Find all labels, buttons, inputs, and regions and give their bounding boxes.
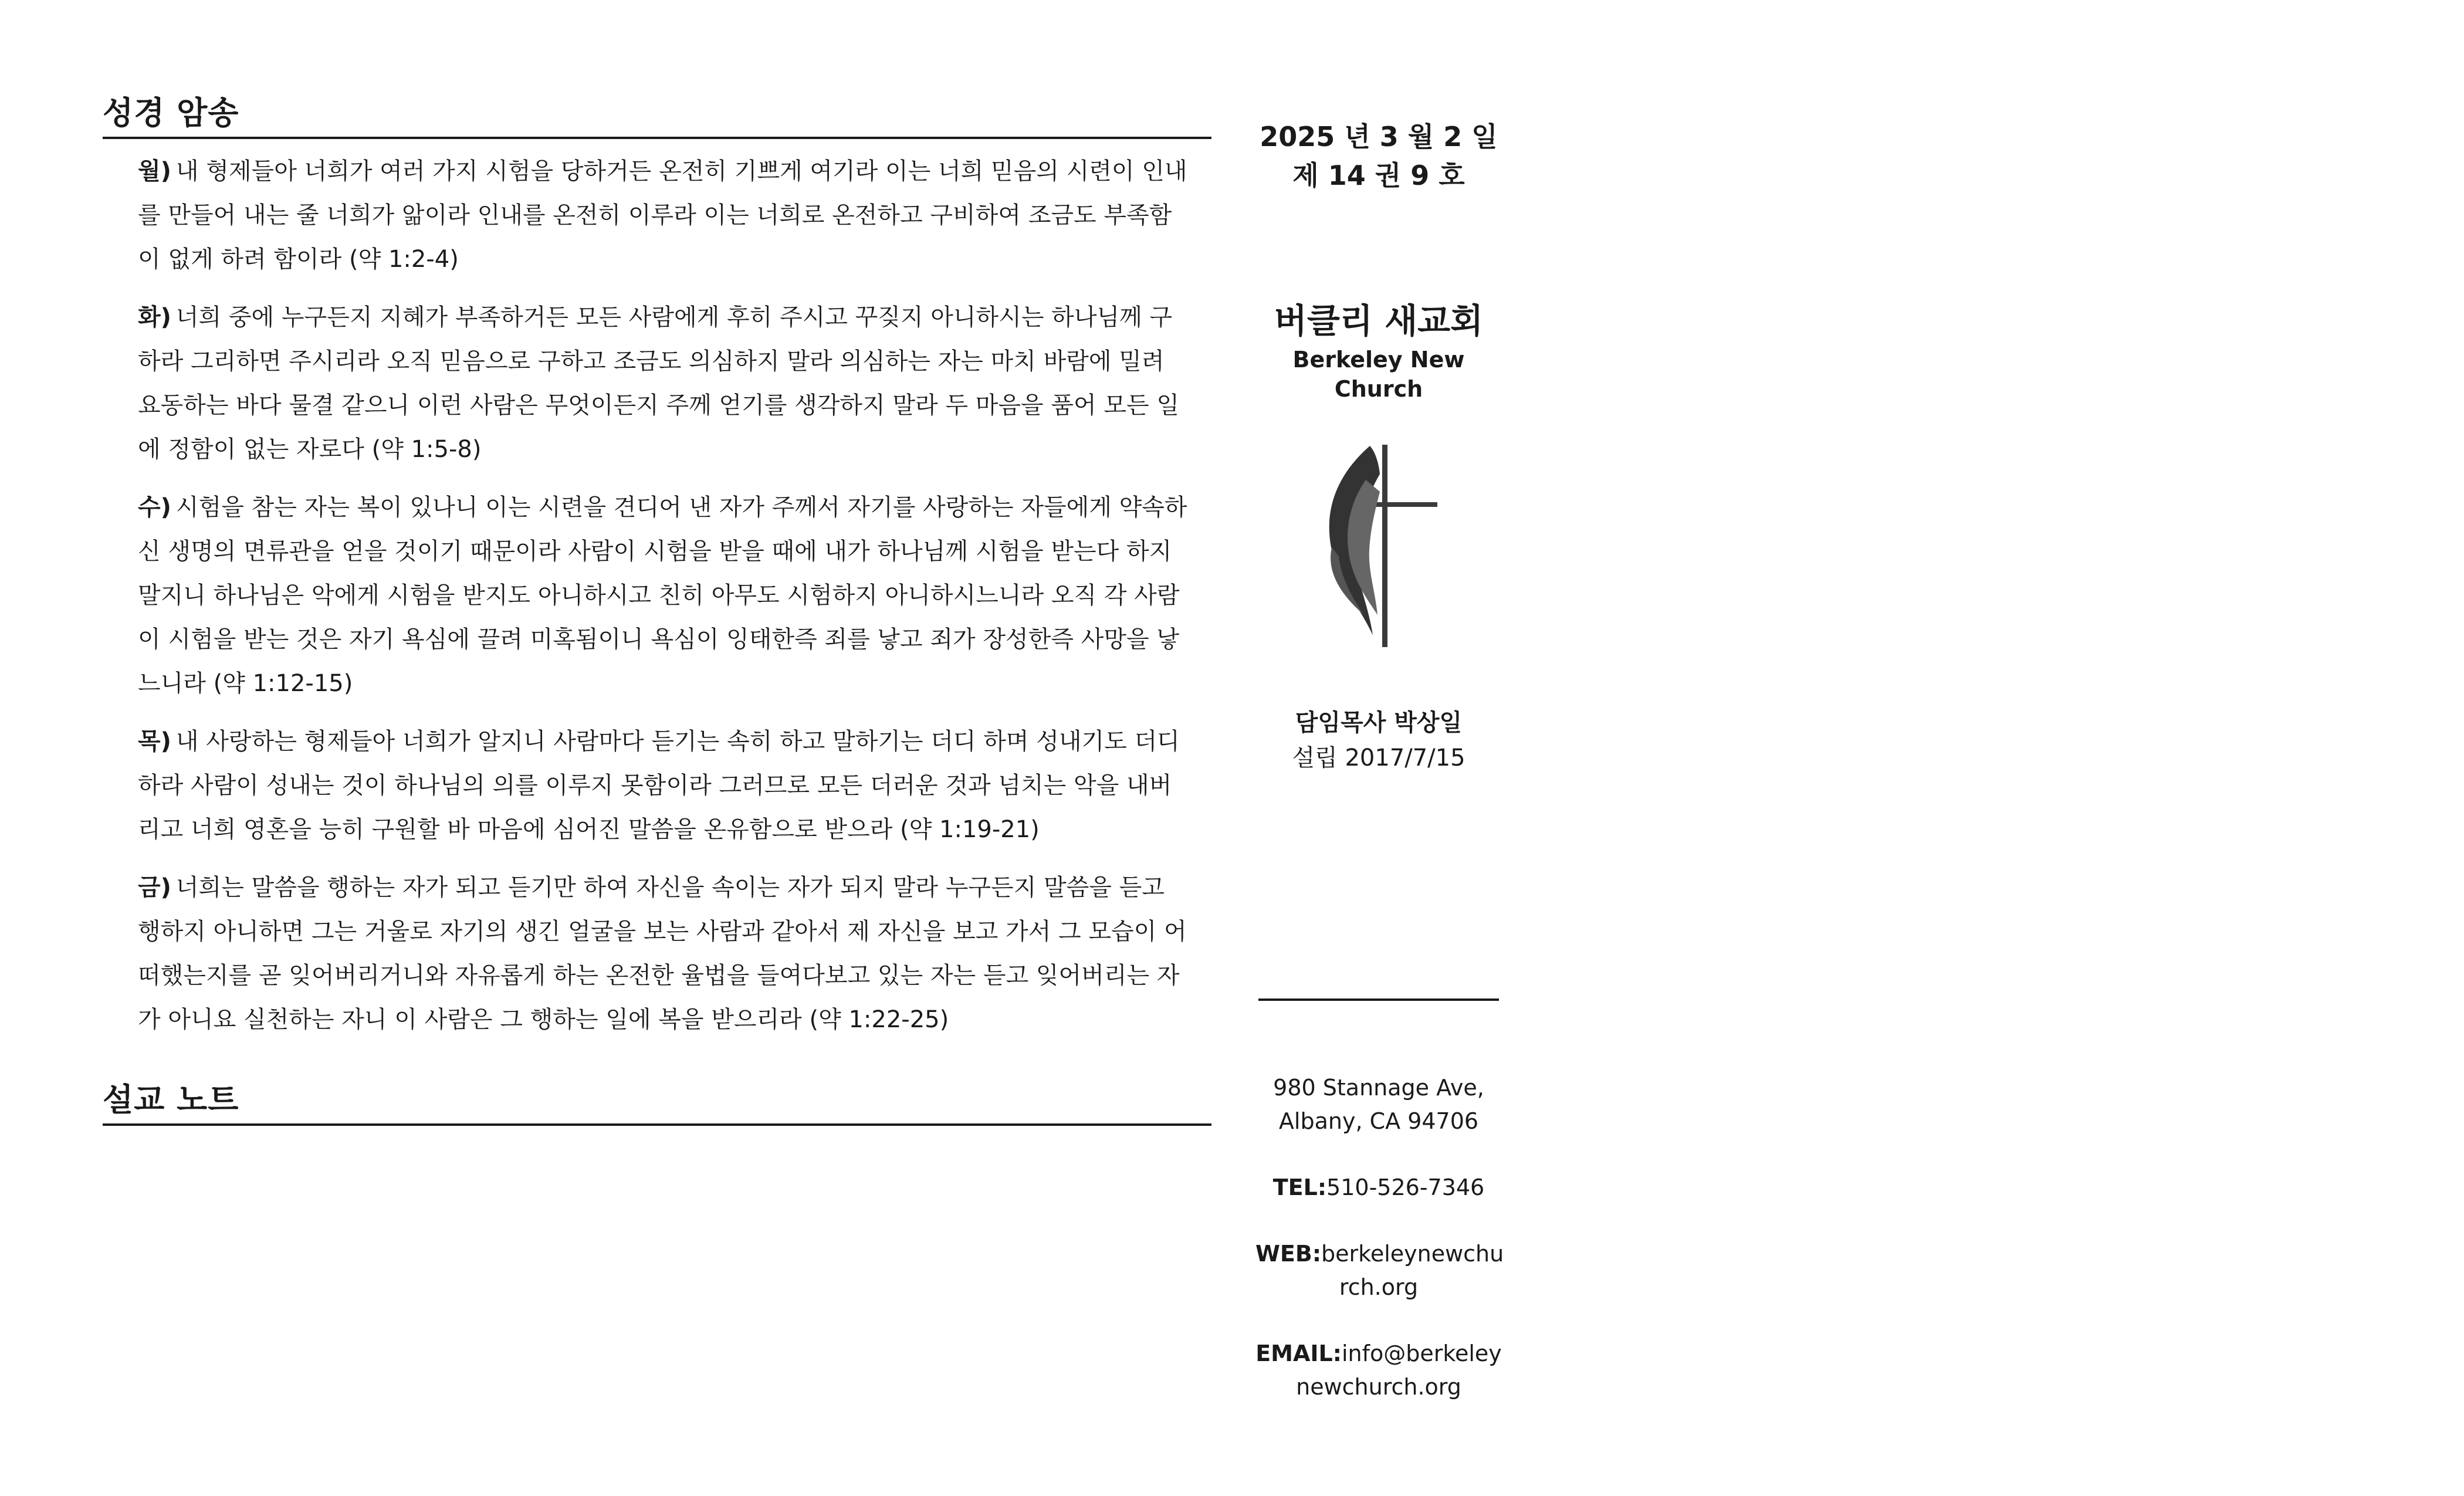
cross-and-flame-icon [1255,439,1502,652]
web-link-part-1[interactable]: berkeleynewchu [1321,1241,1504,1267]
verse-text: 너희는 말씀을 행하는 자가 되고 듣기만 하여 자신을 속이는 자가 되지 말라 누구든지 말씀을 듣고 행하지 아니하면 그는 거울로 자기의 생긴 얼굴을 보는 사람과 같아서 제 자신을 보고 가서 그 모습이 어떠했는지를 곧 잊어버리거니와 자유롭게 하는 온전한 율법을 들여다보고 있는 자는 듣고 잊어버리는 자가 아니요 실천하는 자니 이 사람은 그 행하는 일에 복을 받으리라 (약 1:22-25) [138,874,1187,1033]
tel-label: TEL: [1272,1175,1327,1200]
address-line-1: 980 Stannage Ave, [1273,1075,1484,1101]
telephone [1255,1171,1502,1204]
verse-thursday [138,720,1188,852]
verse-day-label: 화) [138,304,171,331]
email-label: EMAIL: [1255,1341,1342,1366]
founding-date: 설립 2017/7/15 [1292,744,1465,771]
email-link-part-1[interactable]: info@berkeley [1341,1341,1502,1366]
bulletin-volume: 제 14 권 9 호 [1292,160,1465,191]
verse-friday [138,866,1188,1042]
sermon-notes-heading: 설교 노트 [103,1075,1211,1126]
verse-text: 내 사랑하는 형제들아 너희가 알지니 사람마다 듣기는 속히 하고 말하기는 더디 하며 성내기도 더디 하라 사람이 성내는 것이 하나님의 의를 이루지 못함이라 그러므로 모든 더러운 것과 넘치는 악을 내버리고 너희 영혼을 능히 구원할 바 마음에 심어진 말씀을 온유함으로 받으라 (약 1:19-21) [138,728,1180,843]
verse-day-label: 수) [138,494,171,521]
tel-value[interactable]: 510-526-7346 [1326,1175,1485,1200]
verse-tuesday [138,296,1188,472]
verse-wednesday [138,486,1188,706]
divider-line [1258,999,1499,1001]
verse-day-label: 월) [138,158,171,185]
email [1255,1337,1502,1404]
church-name-english: Berkeley New Church [1292,347,1465,402]
senior-pastor: 담임목사 박상일 [1295,709,1463,736]
website [1255,1237,1502,1304]
address-line-2: Albany, CA 94706 [1278,1108,1479,1134]
verse-text: 시험을 참는 자는 복이 있나니 이는 시련을 견디어 낸 자가 주께서 자기를 사랑하는 자들에게 약속하신 생명의 면류관을 얻을 것이기 때문이라 사람이 시험을 받을 때에 내가 하나님께 시험을 받는다 하지 말지니 하나님은 악에게 시험을 받지도 아니하시고 친히 아무도 시험하지 아니하시느니라 오직 각 사람이 시험을 받는 것은 자기 욕심에 끌려 미혹됨이니 욕심이 잉태한즉 죄를 낳고 죄가 장성한즉 사망을 낳느니라 (약 1:12-15) [138,494,1187,697]
bulletin-date: 2025 년 3 월 2 일 [1260,121,1498,153]
scripture-column [103,88,1211,1126]
verse-text: 내 형제들아 너희가 여러 가지 시험을 당하거든 온전히 기쁘게 여기라 이는 너희 믿음의 시련이 인내를 만들어 내는 줄 너희가 앎이라 인내를 온전히 이루라 이는 너희로 온전하고 구비하여 조금도 부족함이 없게 하려 함이라 (약 1:2-4) [138,158,1187,273]
verse-list [103,139,1211,1042]
email-link-part-2[interactable]: newchurch.org [1296,1374,1461,1400]
scripture-memorization-heading: 성경 암송 [103,88,1211,139]
bulletin-info-column [1255,117,1502,1437]
church-name-korean: 버클리 새교회 [1274,301,1484,341]
verse-text: 너희 중에 누구든지 지혜가 부족하거든 모든 사람에게 후히 주시고 꾸짖지 아니하시는 하나님께 구하라 그리하면 주시리라 오직 믿음으로 구하고 조금도 의심하지 말라 의심하는 자는 마치 바람에 밀려 요동하는 바다 물결 같으니 이런 사람은 무엇이든지 주께 얻기를 생각하지 말라 두 마음을 품어 모든 일에 정함이 없는 자로다 (약 1:5-8) [138,304,1179,463]
verse-day-label: 목) [138,728,171,755]
address [1255,1071,1502,1138]
web-link-part-2[interactable]: rch.org [1339,1274,1419,1300]
contact-info [1255,1071,1502,1404]
verse-day-label: 금) [138,874,171,901]
web-label: WEB: [1255,1241,1322,1267]
verse-monday [138,150,1188,282]
